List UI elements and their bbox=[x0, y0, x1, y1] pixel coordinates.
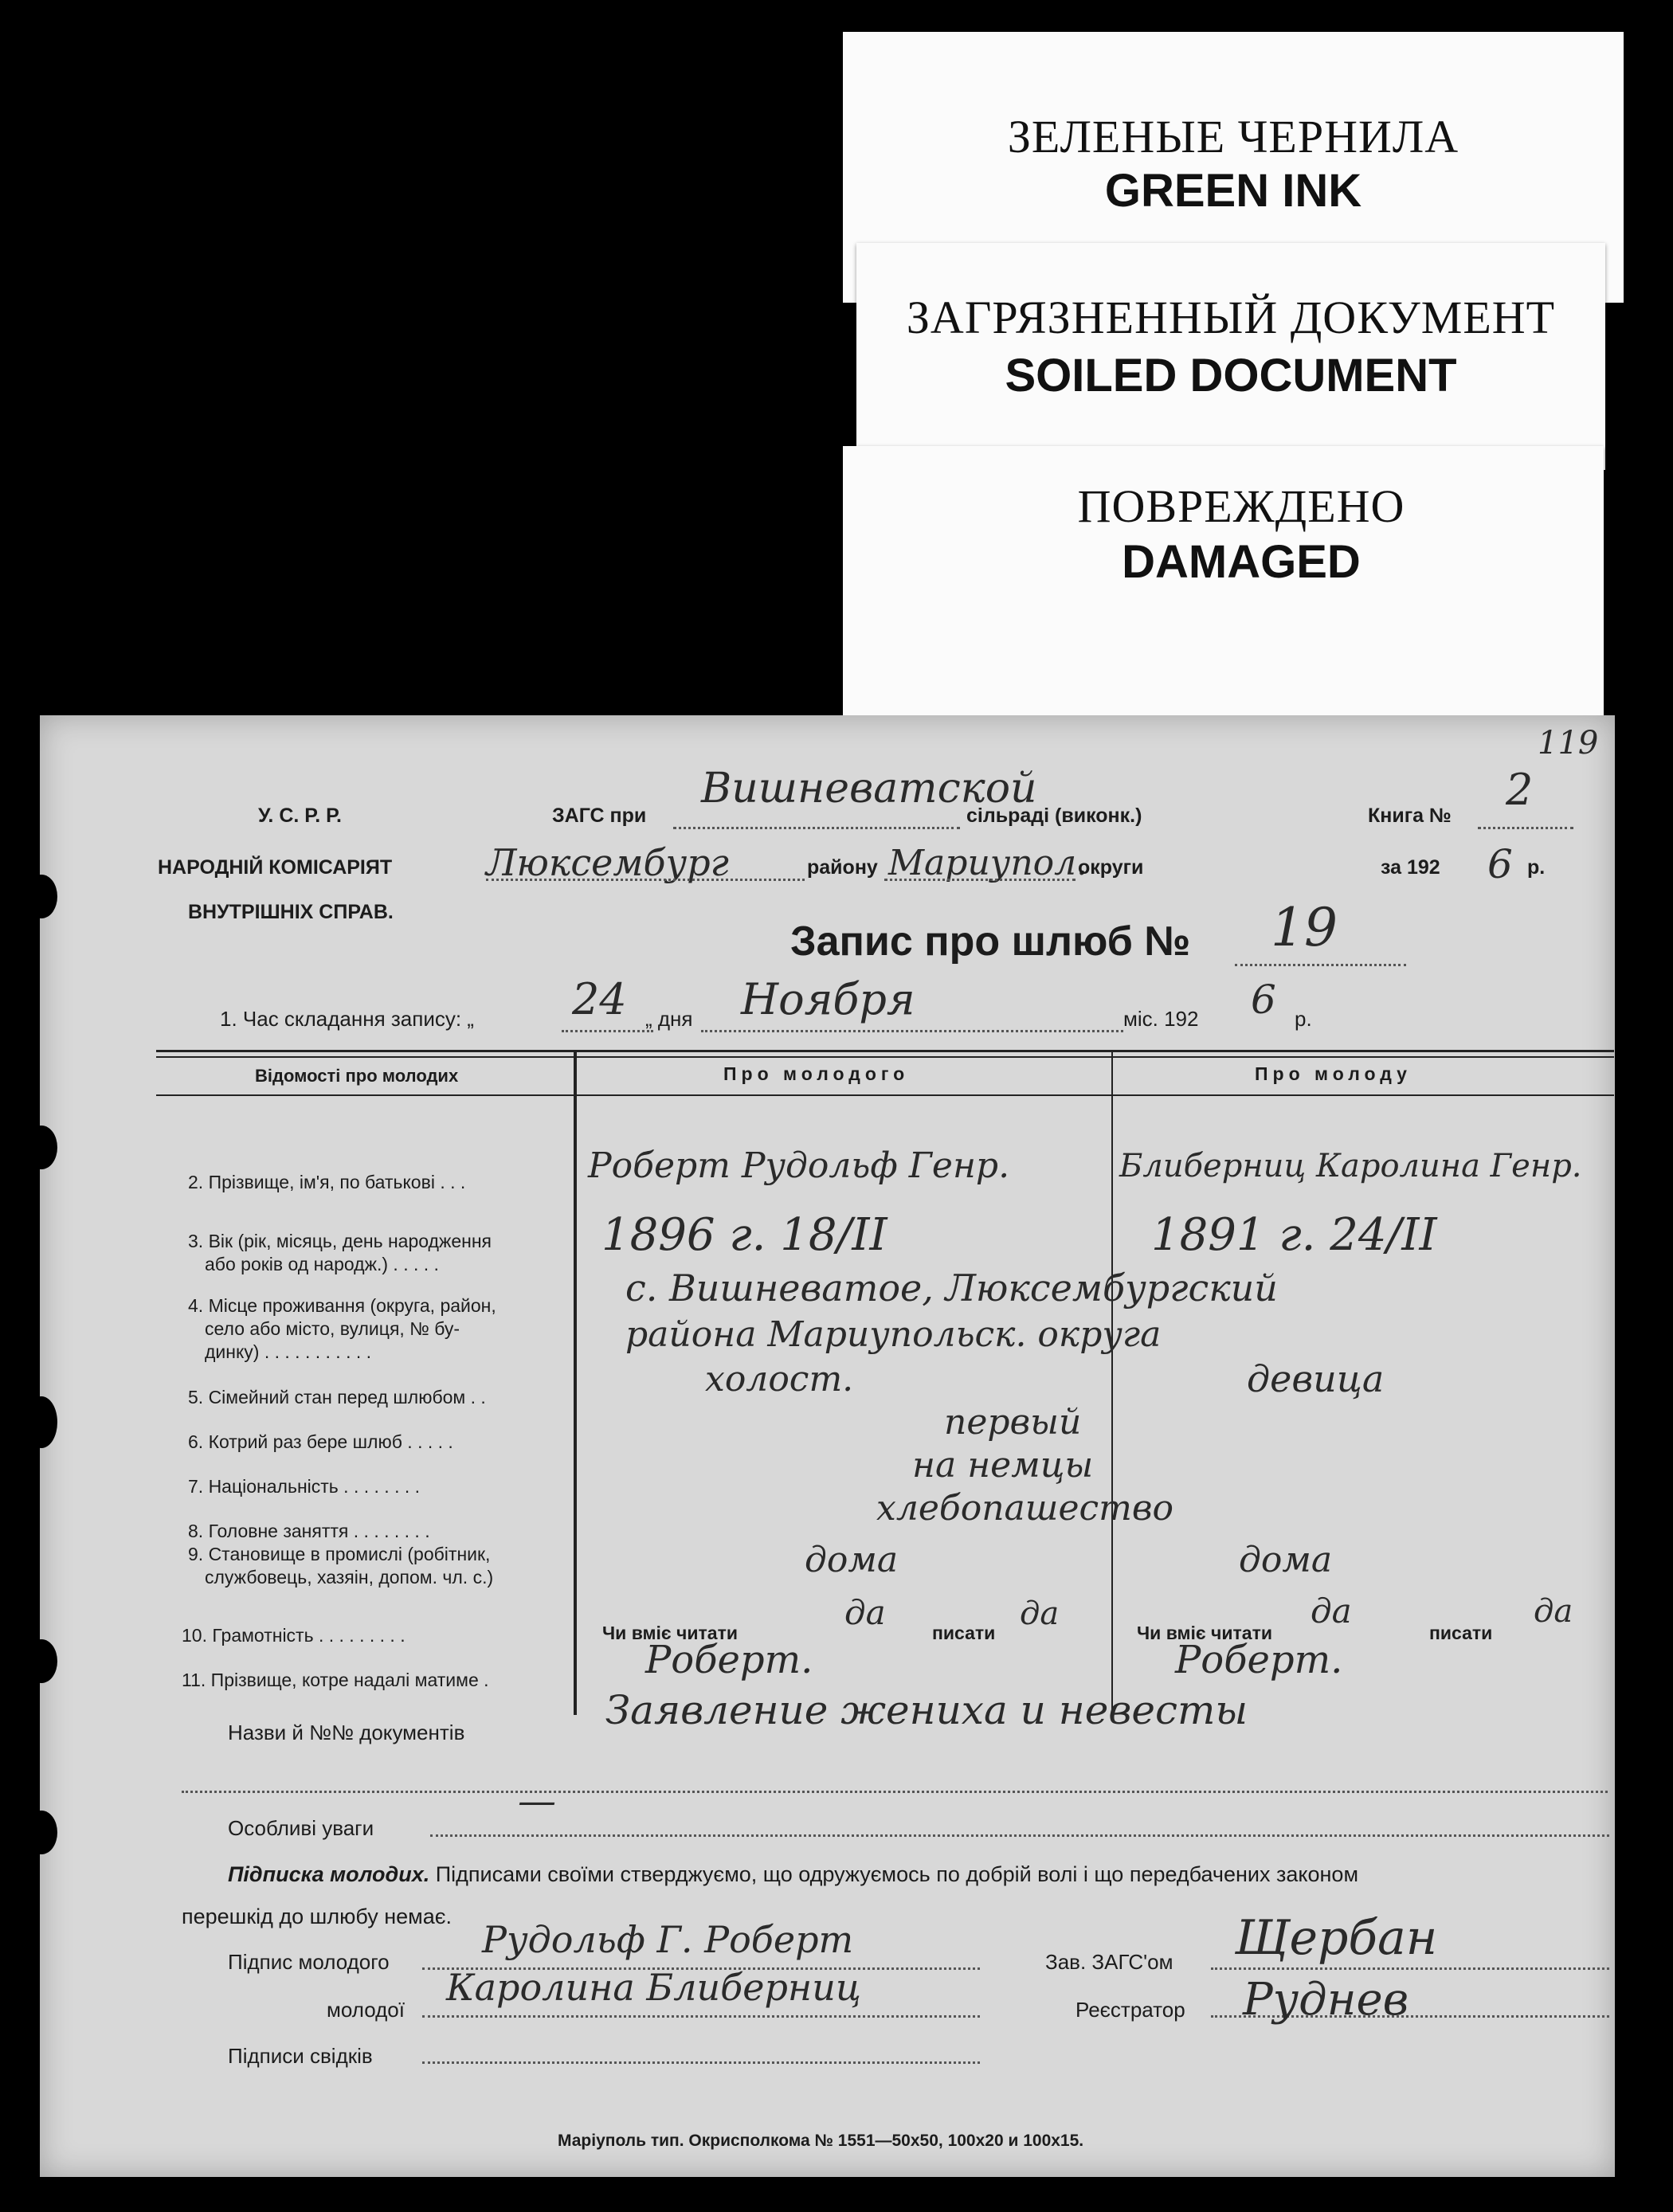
table-top-rule-2 bbox=[156, 1056, 1614, 1058]
col-bride-header: Про молоду bbox=[1255, 1063, 1412, 1084]
binder-hole bbox=[25, 875, 57, 918]
bride-signature: Каролина Блиберниц bbox=[446, 1966, 861, 2009]
bride-signature-line bbox=[422, 2015, 980, 2018]
zags-line bbox=[673, 827, 960, 829]
documents-label: Назви й №№ документів bbox=[228, 1721, 465, 1744]
bride-write-label: писати bbox=[1429, 1623, 1493, 1643]
time-label: 1. Час складання запису: „ bbox=[220, 1007, 474, 1031]
marriage-count: первый bbox=[944, 1402, 1082, 1443]
row-label-nationality: 7. Національність . . . . . . . . bbox=[188, 1476, 421, 1497]
rayon-line bbox=[486, 879, 805, 881]
tag-ru-label: ЗАГРЯЗНЕННЫЙ ДОКУМЕНТ bbox=[906, 292, 1556, 343]
binder-hole bbox=[25, 1126, 57, 1169]
row-label-age-2: або років од народж.) . . . . . bbox=[205, 1254, 439, 1274]
okrug-label: округи bbox=[1078, 856, 1144, 879]
time-year: 6 bbox=[1251, 977, 1276, 1023]
row-label-name: 2. Прізвище, ім'я, по батькові . . . bbox=[188, 1172, 466, 1192]
row-label-position-2: службовець, хазяін, допом. чл. с.) bbox=[205, 1567, 494, 1588]
residence-line-1: с. Вишневатое, Люксембургский bbox=[625, 1267, 1278, 1310]
row-label-age-1: 3. Вік (рік, місяць, день народження bbox=[188, 1231, 492, 1251]
row-label-surname: 11. Прізвище, котре надалі матиме . bbox=[182, 1670, 489, 1690]
table-vrule-2 bbox=[1111, 1050, 1113, 1715]
row-label-position-1: 9. Становище в промислі (робітник, bbox=[188, 1544, 491, 1564]
witness-signature-line bbox=[422, 2061, 980, 2064]
documents-value: Заявление жениха и невесты bbox=[605, 1687, 1248, 1733]
time-day: 24 bbox=[572, 974, 627, 1024]
okrug-value: Мариупол. bbox=[888, 843, 1088, 883]
okrug-line bbox=[884, 879, 1076, 881]
time-suffix: р. bbox=[1295, 1007, 1312, 1031]
groom-birth: 1896 г. 18/II bbox=[601, 1209, 887, 1261]
declaration-text-2: перешкід до шлюбу немає. bbox=[182, 1905, 452, 1928]
col-groom-header: Про молодого bbox=[723, 1063, 910, 1084]
time-month-label: міс. 192 bbox=[1123, 1007, 1199, 1031]
zags-label: ЗАГС при bbox=[552, 805, 647, 827]
commissariat-line-1: НАРОДНІЙ КОМІСАРІЯТ bbox=[158, 856, 393, 879]
head-signature-label: Зав. ЗАГС'ом bbox=[1045, 1950, 1173, 1974]
zags-value: Вишневатской bbox=[701, 765, 1037, 812]
bride-marital: девица bbox=[1247, 1357, 1385, 1400]
time-month: Ноября bbox=[741, 974, 915, 1024]
bride-read-value: да bbox=[1311, 1591, 1352, 1631]
binder-hole bbox=[25, 1396, 57, 1448]
binder-hole bbox=[25, 1811, 57, 1854]
bride-read-label: Чи вміє читати bbox=[1137, 1623, 1272, 1643]
archive-tag-damaged bbox=[843, 446, 1604, 725]
row-label-residence-2: село або місто, вулиця, № бу- bbox=[205, 1318, 460, 1339]
printer-footer: Маріуполь тип. Окрисполкома № 1551—50х50, 100х20 и 100х15. bbox=[558, 2132, 1084, 2150]
archive-tag-soiled bbox=[856, 243, 1605, 470]
groom-marital: холост. bbox=[705, 1359, 854, 1400]
groom-read-label: Чи вміє читати bbox=[602, 1623, 738, 1643]
book-line bbox=[1478, 827, 1573, 829]
time-day-line bbox=[562, 1030, 653, 1032]
groom-read-value: да bbox=[844, 1593, 886, 1632]
special-value: — bbox=[518, 1779, 556, 1823]
year-value: 6 bbox=[1487, 841, 1513, 887]
rayon-value: Люксембург bbox=[486, 841, 729, 884]
registrar-signature-label: Реєстратор bbox=[1076, 1998, 1185, 2022]
record-number-line bbox=[1235, 964, 1406, 966]
record-title: Запис про шлюб № bbox=[790, 918, 1191, 965]
tag-en-label: GREEN INK bbox=[1104, 165, 1362, 217]
groom-position: дома bbox=[805, 1540, 899, 1580]
residence-line-2: района Мариупольск. округа bbox=[625, 1314, 1162, 1355]
book-label: Книга № bbox=[1368, 805, 1452, 827]
binder-hole bbox=[25, 1639, 57, 1683]
occupation: хлебопашество bbox=[876, 1488, 1173, 1529]
bride-birth: 1891 г. 24/II bbox=[1151, 1209, 1437, 1261]
special-label: Особливі уваги bbox=[228, 1816, 374, 1840]
groom-signature: Рудольф Г. Роберт bbox=[482, 1918, 854, 1961]
table-vrule-1 bbox=[574, 1050, 577, 1715]
bride-signature-label: молодої bbox=[327, 1998, 405, 2022]
corner-number: 119 bbox=[1538, 725, 1599, 761]
declaration-title: Підписка молодих. bbox=[228, 1862, 430, 1886]
row-label-literacy: 10. Грамотність . . . . . . . . . bbox=[182, 1625, 406, 1646]
table-header-rule bbox=[156, 1094, 1614, 1096]
tag-ru-label: ПОВРЕЖДЕНО bbox=[1077, 480, 1405, 532]
groom-write-value: да bbox=[1020, 1595, 1060, 1632]
year-label: за 192 bbox=[1381, 856, 1440, 879]
groom-signature-label: Підпис молодого bbox=[228, 1950, 390, 1974]
book-value: 2 bbox=[1506, 765, 1534, 815]
declaration bbox=[228, 1862, 1358, 1887]
nationality: на немцы bbox=[912, 1445, 1094, 1486]
time-month-line bbox=[701, 1030, 1123, 1032]
special-line bbox=[430, 1834, 1609, 1837]
tag-en-label: DAMAGED bbox=[1122, 536, 1361, 588]
row-label-occupation: 8. Головне заняття . . . . . . . . bbox=[188, 1521, 430, 1541]
record-number: 19 bbox=[1271, 897, 1338, 958]
witness-signature-label: Підписи свідків bbox=[228, 2044, 373, 2068]
row-label-residence-1: 4. Місце проживання (округа, район, bbox=[188, 1295, 496, 1316]
ussr-label: У. С. Р. Р. bbox=[258, 805, 342, 827]
bride-new-surname: Роберт. bbox=[1175, 1638, 1343, 1682]
col-info-header: Відомості про молодих bbox=[255, 1066, 459, 1086]
groom-new-surname: Роберт. bbox=[645, 1638, 813, 1682]
bride-position: дома bbox=[1239, 1540, 1333, 1580]
tag-en-label: SOILED DOCUMENT bbox=[1005, 350, 1457, 401]
declaration-text-1: Підписами своїми стверджуємо, що одружуємось по добрій волі і що передбачених законом bbox=[435, 1862, 1359, 1886]
rayon-label: району bbox=[807, 856, 878, 879]
table-top-rule bbox=[156, 1050, 1614, 1052]
head-signature-line bbox=[1211, 1967, 1609, 1970]
marriage-record-form bbox=[40, 715, 1615, 2177]
bride-name: Блиберниц Каролина Генр. bbox=[1119, 1148, 1582, 1184]
documents-line-2 bbox=[182, 1791, 1608, 1793]
bride-write-value: да bbox=[1534, 1593, 1573, 1630]
time-day-label: „ дня bbox=[645, 1007, 693, 1031]
registrar-signature: Руднев bbox=[1243, 1974, 1409, 2026]
commissariat-line-2: ВНУТРІШНІХ СПРАВ. bbox=[188, 901, 394, 923]
row-label-residence-3: динку) . . . . . . . . . . . bbox=[205, 1341, 372, 1362]
row-label-times: 6. Котрий раз бере шлюб . . . . . bbox=[188, 1431, 453, 1452]
groom-name: Роберт Рудольф Генр. bbox=[588, 1145, 1010, 1186]
tag-ru-label: ЗЕЛЕНЫЕ ЧЕРНИЛА bbox=[1007, 111, 1459, 162]
row-label-marital: 5. Сімейний стан перед шлюбом . . bbox=[188, 1387, 486, 1407]
head-signature: Щербан bbox=[1235, 1910, 1438, 1966]
groom-write-label: писати bbox=[932, 1623, 996, 1643]
silradi-label: сільраді (виконк.) bbox=[966, 805, 1142, 827]
year-suffix: р. bbox=[1527, 856, 1546, 879]
